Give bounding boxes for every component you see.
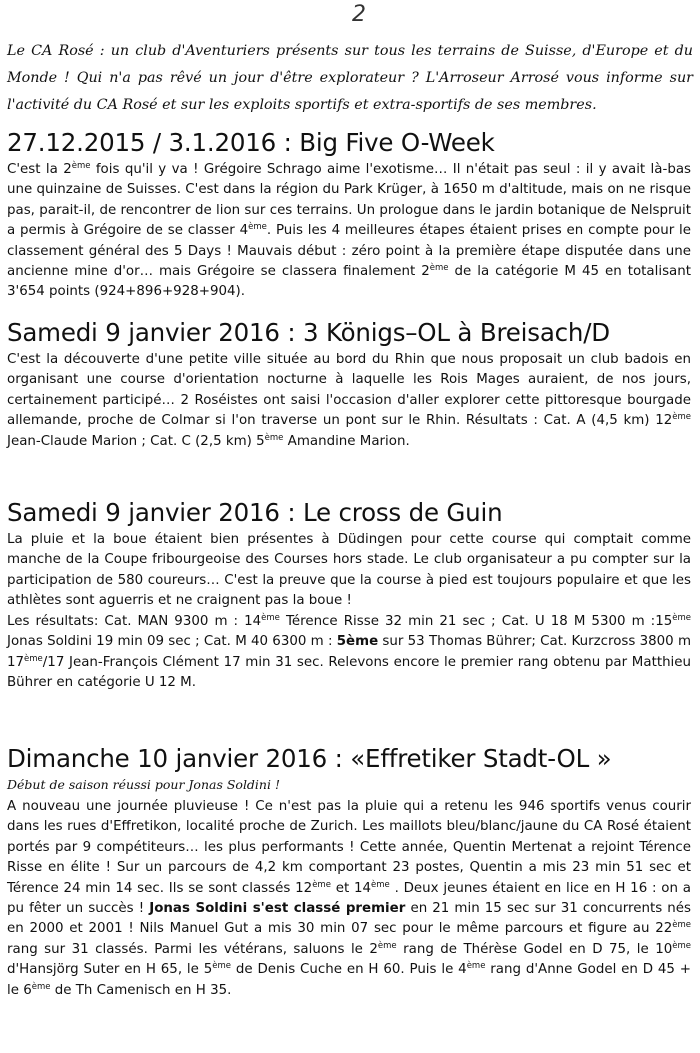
ordinal-suffix: ème — [429, 263, 449, 274]
article-heading-cross-guin: Samedi 9 janvier 2016 : Le cross de Guin — [7, 498, 503, 527]
text-span: Amandine Marion. — [283, 433, 410, 449]
page-number: 2 — [352, 2, 366, 27]
text-span: A nouveau une journée pluvieuse ! Ce n'est pas la pluie qui a retenu les 946 sportifs venus courir dans les rues d'Effretikon, localité proche de Zurich. Les maillots bleu/blanc/jaune du CA Rosé étaient portés par 9 compétiteurs… les plus performants ! Cette année, Quentin Mertenat a rejoint Térence Risse en élite ! Sur un parcours de 4,2 km comportant 23 postes, Quentin a mis 23 min 51 sec et Térence 24 min 14 sec. Ils se sont classés — [7, 799, 691, 896]
article-heading-effretikon: Dimanche 10 janvier 2016 : «Effretiker Stadt-OL » — [7, 744, 612, 773]
text-span: Les résultats: Cat. MAN 9300 m : — [7, 614, 245, 629]
text-span: rang sur 31 classés. Parmi les vétérans, saluons le — [7, 941, 370, 957]
article-heading-big-five: 27.12.2015 / 3.1.2016 : Big Five O-Week — [7, 128, 495, 157]
intro-paragraph: Le CA Rosé : un club d'Aventuriers présents sur tous les terrains de Suisse, d'Europe et du Monde ! Qui n'a pas rêvé un jour d'être explorateur ? L'Arroseur Arrosé vous informe sur l'activité du CA Rosé et sur les exploits sportifs et extra-sportifs de ses membres. — [7, 43, 693, 113]
text-span: sur 53 Thomas Bührer; Cat. Kurzcross 3800 m — [378, 634, 691, 650]
ordinal-suffix: ème — [31, 981, 51, 992]
text-span: 5 — [203, 962, 213, 978]
text-span: Térence Risse 32 min 21 sec ; Cat. U 18 M 5300 m : — [279, 614, 656, 629]
ordinal-suffix: ème — [248, 222, 267, 233]
article-heading-breisach: Samedi 9 janvier 2016 : 3 Königs–OL à Breisach/D — [7, 318, 610, 347]
text-span: 2 — [63, 162, 72, 177]
ordinal-suffix: ème — [672, 613, 691, 623]
text-span: C'est la découverte d'une petite ville située au bord du Rhin que nous proposait un club badois en organisant une course d'orientation nocturne à laquelle les Rois Mages auraient, de nos jours, certainement participé… 2 Roséistes ont saisi l'occasion d'aller explorer cette pittoresque bourgade allemande, proche de Colmar si l'on traverse un pont sur le Rhin. Résultats : Cat. A (4,5 km) — [7, 352, 691, 429]
text-span: de Th Camenisch en H 35. — [50, 982, 232, 998]
article-body-big-five — [7, 160, 691, 303]
ordinal-suffix: ème — [312, 879, 331, 890]
text-span: 22 — [655, 921, 673, 937]
article-subheading-effretikon: Début de saison réussi pour Jonas Soldini ! — [7, 777, 280, 792]
ordinal-suffix: ème — [377, 940, 397, 951]
text-span: 14 — [354, 880, 372, 896]
bold-highlight: Jonas Soldini s'est classé premier — [149, 901, 406, 917]
text-span: rang d'Anne Godel en D 45 + le — [7, 962, 691, 998]
text-span: 12 — [295, 880, 313, 896]
text-span: 15 — [655, 614, 673, 629]
text-span: d'Hansjörg Suter en H 65, le — [7, 962, 204, 978]
ordinal-suffix: ème — [466, 961, 486, 972]
ordinal-suffix: ème — [212, 961, 232, 972]
text-span: 5 — [256, 433, 265, 449]
ordinal-suffix: ème — [264, 432, 284, 443]
text-span: 4 — [458, 962, 467, 978]
text-span: en 21 min 15 sec sur 31 concurrents nés en 2000 et 2001 ! Nils Manuel Gut a mis 30 min 07 sec pour le même parcours et figure au — [7, 901, 691, 937]
text-span: 2 — [369, 941, 378, 957]
text-span: 14 — [244, 614, 262, 629]
ordinal-suffix: ème — [672, 412, 691, 423]
article-body-effretikon — [7, 797, 691, 1001]
text-span: /17 Jean-François Clément 17 min 31 sec. Relevons encore le premier rang obtenu par Matthieu Bührer en catégorie U 12 M. — [7, 654, 691, 691]
ordinal-suffix: ème — [261, 613, 280, 623]
text-span: 12 — [655, 413, 673, 429]
article-body-breisach — [7, 350, 691, 452]
text-span: 17 — [7, 654, 25, 670]
ordinal-suffix: ème — [24, 653, 43, 664]
article-body-cross-guin-results — [7, 612, 691, 694]
ordinal-suffix: ème — [71, 161, 91, 171]
text-span: . Puis les 4 meilleures étapes étaient prises en compte pour le classement général des 5 Days ! Mauvais début : zéro point à la première étape disputée dans une ancienne mine d'or… mais Grégoire se classera finalement — [7, 223, 691, 280]
text-span: 6 — [23, 982, 32, 998]
ordinal-suffix: ème — [672, 920, 691, 931]
text-span: Jean-Claude Marion ; Cat. C (2,5 km) — [7, 433, 257, 449]
bold-rank: 5ème — [336, 634, 379, 650]
ordinal-suffix: ème — [672, 940, 691, 951]
text-span: Jonas Soldini 19 min 09 sec ; Cat. M 40 6300 m : — [7, 634, 337, 650]
text-span: 2 — [421, 264, 430, 280]
text-span: et — [330, 880, 354, 896]
text-span: de Denis Cuche en H 60. Puis le — [231, 962, 459, 978]
text-span: fois qu'il y va ! Grégoire Schrago aime l'exotisme… Il n'était pas seul : il y avait là-bas une quinzaine de Suisses. C'est dans la région du Park Krüger, à 1650 m d'altitude, mais on ne risque pas, parait-il, de rencontrer de lion sur ces terrains. Un prologue dans le jardin botanique de Nelspruit a permis à Grégoire de se classer — [7, 162, 691, 239]
text-span: C'est la — [7, 162, 64, 177]
ordinal-suffix: ème — [371, 879, 390, 890]
text-span: 10 — [655, 941, 673, 957]
article-body-cross-guin-intro: La pluie et la boue étaient bien présentes à Düdingen pour cette course qui comptait comme manche de la Coupe fribourgeoise des Courses hors stade. Le club organisateur a pu compter sur la participation de 580 coureurs… C'est la preuve que la course à pied est toujours populaire et que les athlètes sont aguerris et ne craignent pas la boue ! — [7, 532, 691, 609]
text-span: de la catégorie M 45 en totalisant 3'654 points (924+896+928+904). — [7, 264, 691, 300]
text-span: rang de Thérèse Godel en D 75, le — [396, 941, 656, 957]
text-span: . Deux jeunes étaient en lice en H 16 : on a pu fêter un succès ! — [7, 880, 691, 917]
text-span: 4 — [239, 223, 249, 239]
